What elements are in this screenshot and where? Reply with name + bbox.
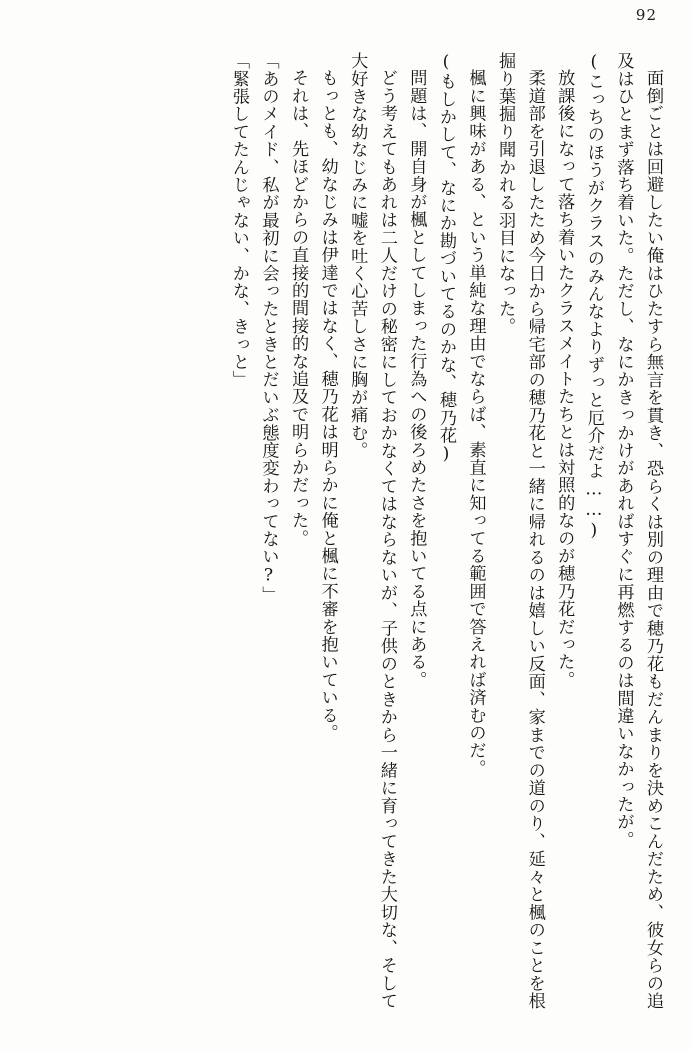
paragraph: 「緊張してたんじゃない、かな、きっと」 — [228, 52, 249, 389]
paragraph: (こっちのほうがクラスのみんなよりずっと厄介だよ……) — [583, 52, 604, 542]
paragraph: (もしかして、なにか勘づいてるのかな、穂乃花) — [435, 52, 456, 465]
paragraph: もっとも、幼なじみは伊達ではなく、穂乃花は明らかに俺と楓に不審を抱いている。 — [317, 69, 338, 742]
paragraph: それは、先ほどからの直接的間接的な追及で明らかだった。 — [288, 69, 309, 548]
page-number: 92 — [635, 6, 657, 24]
paragraph: 問題は、開自身が楓としてしまった行為への後ろめたさを抱いてる点にある。 — [406, 69, 427, 689]
paragraph: どう考えてもあれは二人だけの秘密にしておかなくてはならないが、子供のときから一緒に育ってきた大切な、そして大好きな幼なじみに嘘を吐く心苦しさに胸が痛む。 — [347, 52, 397, 1010]
paragraph: 「あのメイド、私が最初に会ったときとだいぶ態度変わってない?」 — [258, 52, 279, 604]
paragraph: 柔道部を引退したため今日から帰宅部の穂乃花と一緒に帰れるのは嬉しい反面、家までの道のり、延々と楓のことを根掘り葉掘り聞かれる羽目になった。 — [495, 52, 545, 1010]
paragraph: 楓に興味がある、という単純な理由でならば、素直に知ってる範囲で答えれば済むのだ。 — [465, 69, 486, 778]
paragraph: 放課後になって落ち着いたクラスメイトたちとは対照的なのが穂乃花だった。 — [554, 69, 575, 689]
page-body-text — [26, 52, 667, 1010]
paragraph: 面倒ごとは回避したい俺はひたすら無言を貫き、恐らくは別の理由で穂乃花もだんまりを決めこんだため、彼女らの追及はひとまず落ち着いた。ただし、なにかきっかけがあればすぐに再燃するのは間違いなかったが。 — [613, 52, 663, 1010]
